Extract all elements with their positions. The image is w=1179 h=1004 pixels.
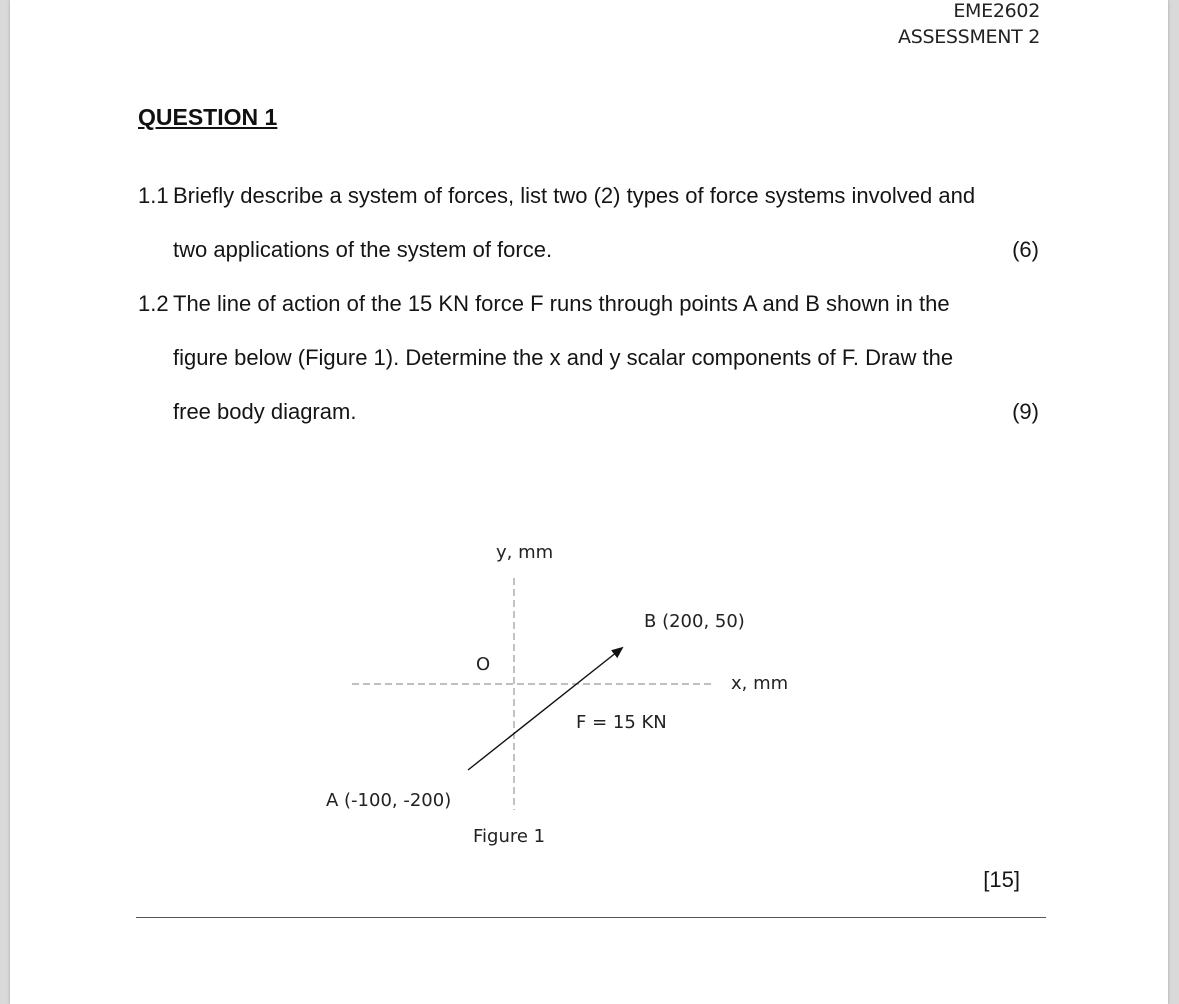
- q1-2-text-line3: free body diagram.: [173, 399, 357, 424]
- q1-2-number: 1.2: [138, 291, 169, 316]
- question-title: QUESTION 1: [138, 104, 278, 130]
- q1-1-number: 1.1: [138, 183, 169, 208]
- x-axis-label: x, mm: [731, 673, 789, 694]
- point-a-label: A (-100, -200): [326, 790, 452, 811]
- course-code: EME2602: [953, 0, 1040, 22]
- q1-2-text-line1: The line of action of the 15 KN force F runs through points A and B shown in the: [173, 291, 950, 316]
- point-b-label: B (200, 50): [644, 611, 745, 632]
- q1-1-text-line2: two applications of the system of force.: [173, 237, 553, 262]
- q1-2-marks: (9): [1012, 399, 1039, 424]
- bottom-divider: [136, 917, 1046, 918]
- figure-caption: Figure 1: [473, 826, 546, 847]
- total-marks: [15]: [983, 867, 1020, 892]
- y-axis-label: y, mm: [496, 542, 554, 563]
- figure-1-diagram: [10, 0, 1168, 900]
- origin-label: O: [476, 654, 491, 675]
- force-label: F = 15 KN: [576, 712, 667, 733]
- q1-1-marks: (6): [1012, 237, 1039, 262]
- force-vector-arrow: [468, 648, 622, 770]
- document-page: [10, 0, 1168, 1004]
- assessment-title: ASSESSMENT 2: [898, 26, 1040, 48]
- q1-1-text-line1: Briefly describe a system of forces, list two (2) types of force systems involved and: [173, 183, 976, 208]
- q1-2-text-line2: figure below (Figure 1). Determine the x and y scalar components of F. Draw the: [173, 345, 954, 370]
